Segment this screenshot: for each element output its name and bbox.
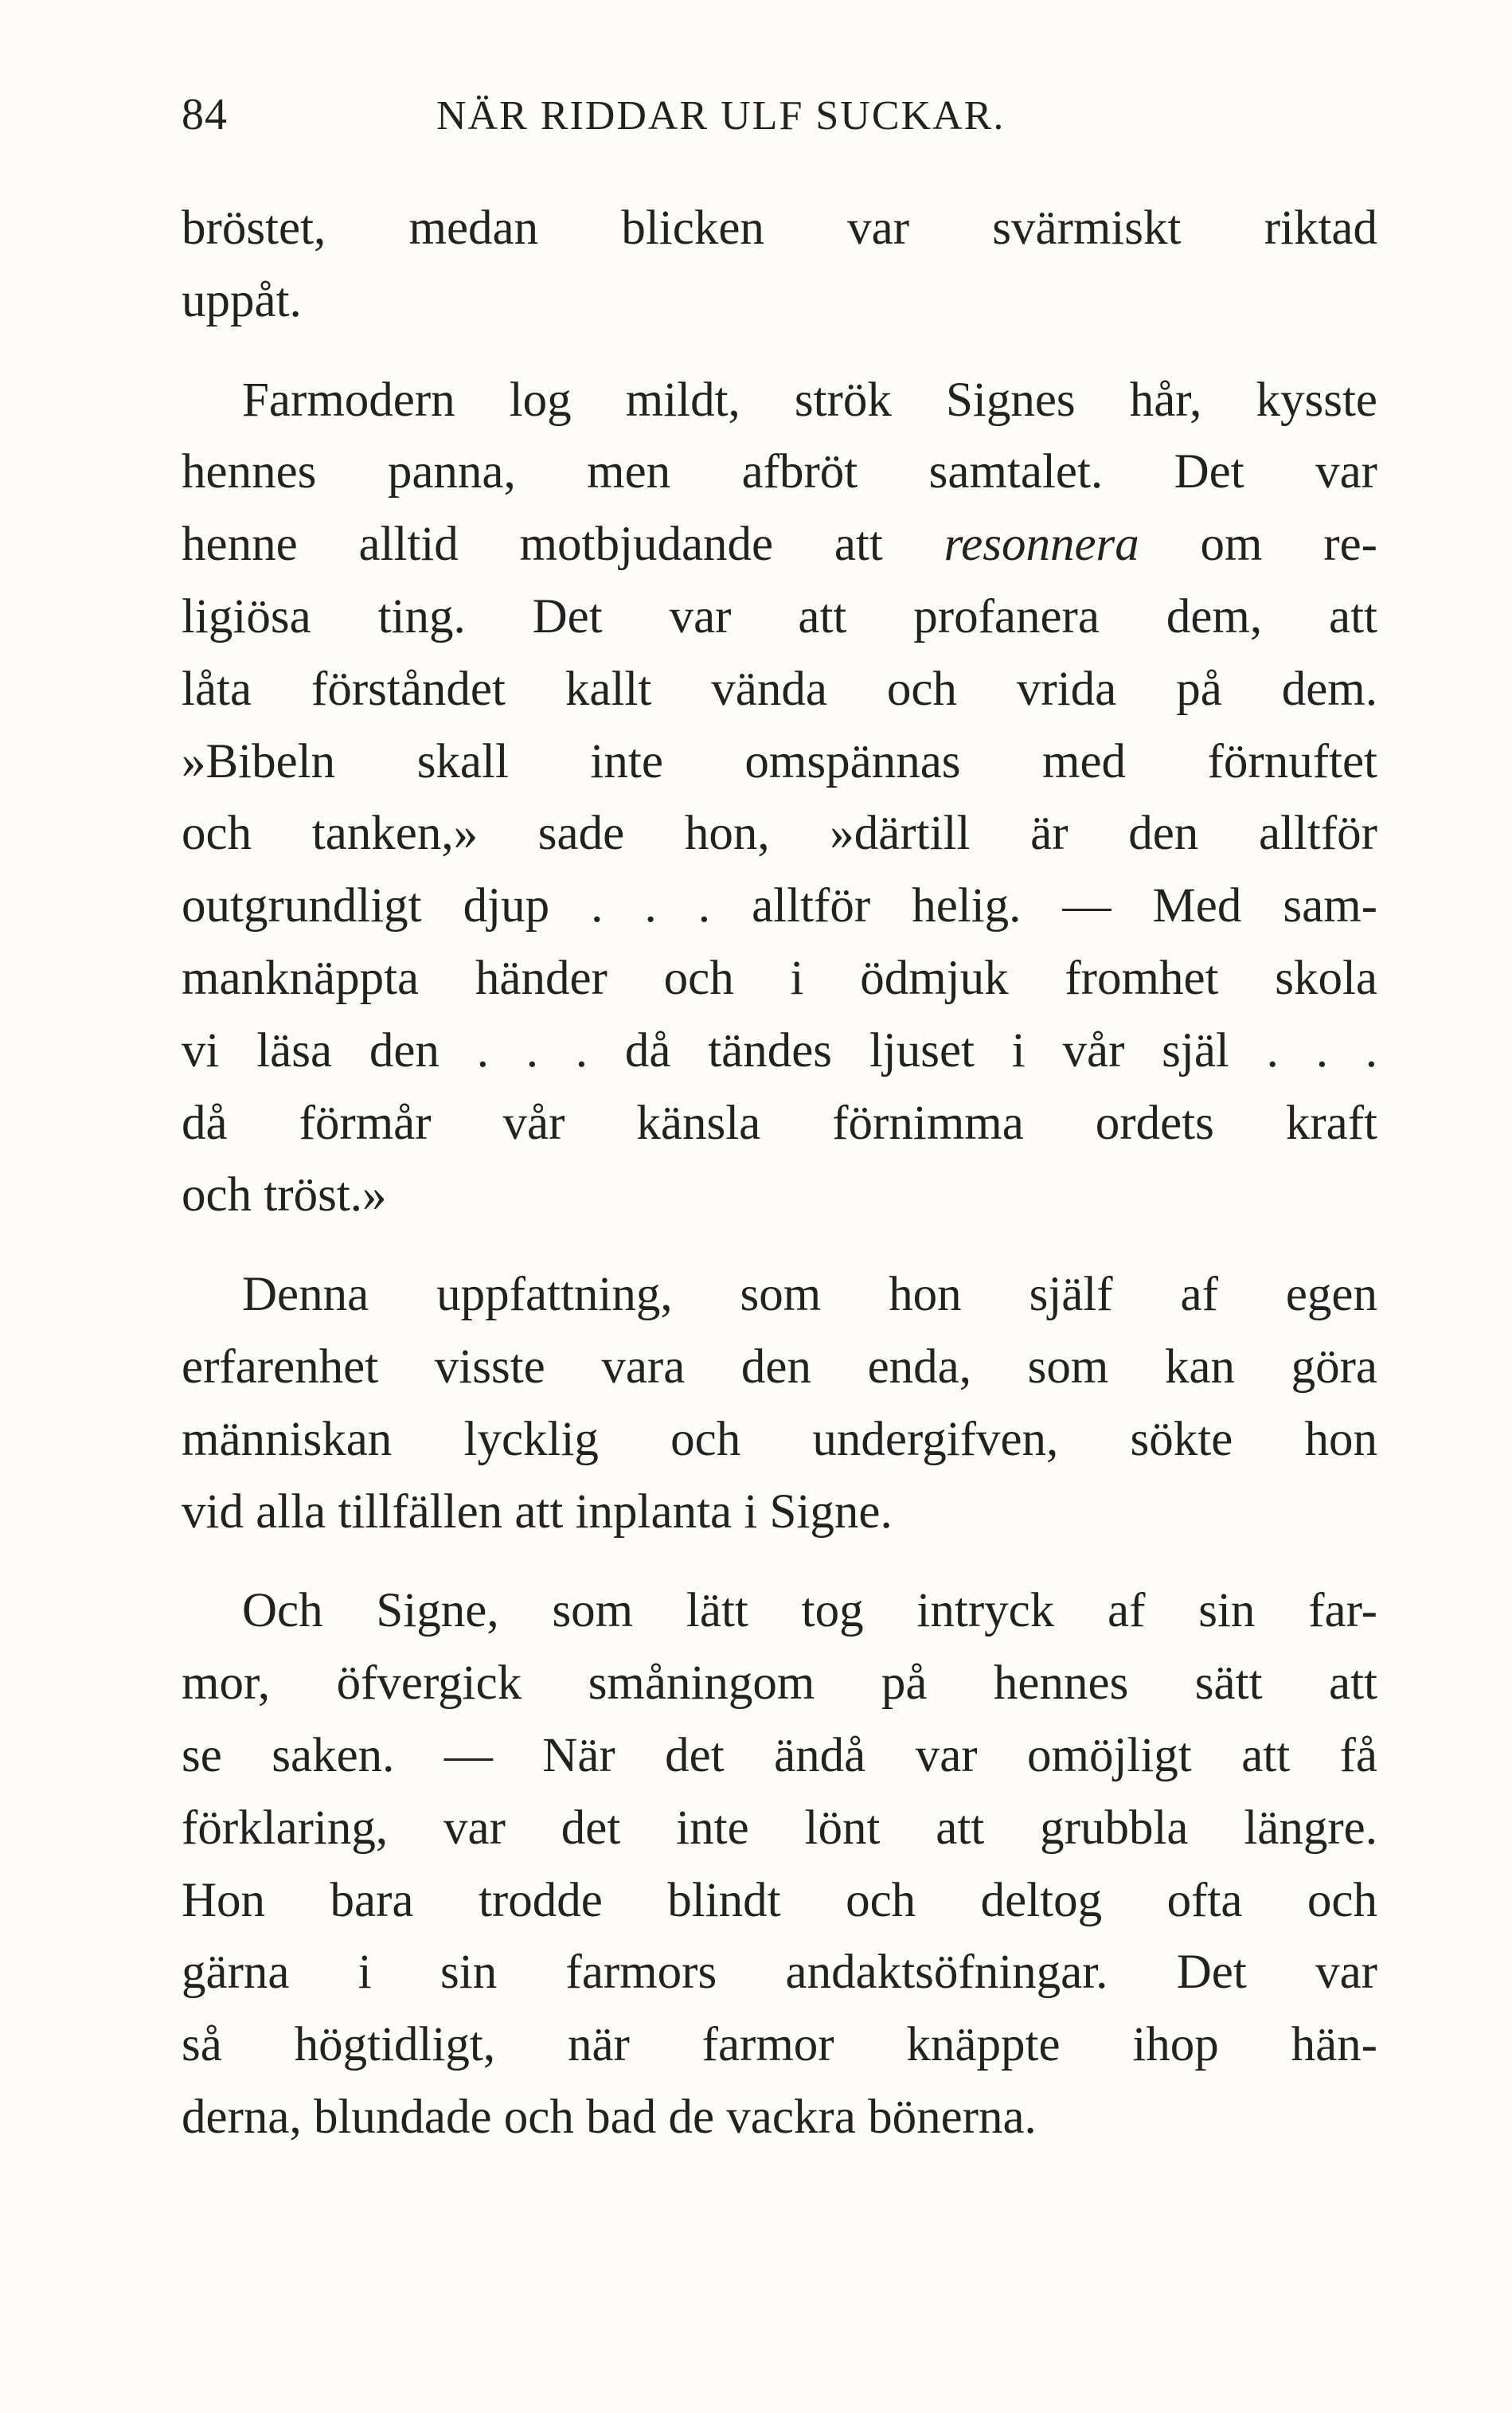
text-line: uppåt.	[182, 273, 302, 327]
text-line: låta förståndet kallt vända och vrida på dem.	[182, 662, 1377, 716]
text-line: så högtidligt, när farmor knäppte ihop hän-	[182, 2018, 1377, 2072]
text-line: Farmodern log mildt, strök Signes hår, kysste	[242, 373, 1377, 427]
text-line: gärna i sin farmors andaktsöfningar. Det var	[182, 1946, 1377, 2000]
page-header	[182, 89, 1377, 153]
text-line: derna, blundade och bad de vackra bönerna.	[182, 2090, 1037, 2144]
text-line: människan lycklig och undergifven, sökte hon	[182, 1412, 1377, 1466]
running-title: NÄR RIDDAR ULF SUCKAR.	[436, 93, 1006, 139]
italic-word: resonnera	[944, 518, 1139, 572]
body-text	[182, 193, 1377, 2154]
text-line: outgrundligt djup . . . alltför helig. — Med sam-	[182, 879, 1377, 933]
paragraph	[182, 193, 1377, 338]
text-line: hennes panna, men afbröt samtalet. Det var	[182, 445, 1377, 499]
text-line: bröstet, medan blicken var svärmiskt riktad	[182, 201, 1377, 255]
text-line: Och Signe, som lätt tog intryck af sin far-	[242, 1584, 1377, 1638]
text-run: om re-	[1139, 518, 1377, 572]
text-line: mor, öfvergick småningom på hennes sätt att	[182, 1656, 1377, 1711]
text-line: och tröst.»	[182, 1168, 387, 1222]
page-number: 84	[182, 90, 228, 139]
text-line: Denna uppfattning, som hon själf af egen	[242, 1268, 1377, 1322]
text-line-with-italic	[182, 509, 1377, 581]
text-line: förklaring, var det inte lönt att grubbla längre.	[182, 1801, 1377, 1855]
text-line: vid alla tillfällen att inplanta i Signe.	[182, 1484, 893, 1539]
text-line: erfarenhet visste vara den enda, som kan göra	[182, 1339, 1377, 1394]
text-line: manknäppta händer och i ödmjuk fromhet skola	[182, 951, 1377, 1005]
text-line: ligiösa ting. Det var att profanera dem, att	[182, 589, 1377, 643]
text-line: då förmår vår känsla förnimma ordets kraft	[182, 1096, 1377, 1150]
text-run: henne alltid motbjudande att	[182, 518, 944, 572]
text-line: »Bibeln skall inte omspännas med förnuftet	[182, 734, 1377, 788]
paragraph	[182, 1575, 1377, 2153]
text-line: se saken. — När det ändå var omöjligt att få	[182, 1728, 1377, 1782]
paragraph	[182, 365, 1377, 1233]
paragraph	[182, 1259, 1377, 1548]
text-line: och tanken,» sade hon, »därtill är den alltför	[182, 807, 1377, 861]
text-line: vi läsa den . . . då tändes ljuset i vår själ . . .	[182, 1023, 1377, 1077]
text-line: Hon bara trodde blindt och deltog ofta och	[182, 1873, 1377, 1927]
